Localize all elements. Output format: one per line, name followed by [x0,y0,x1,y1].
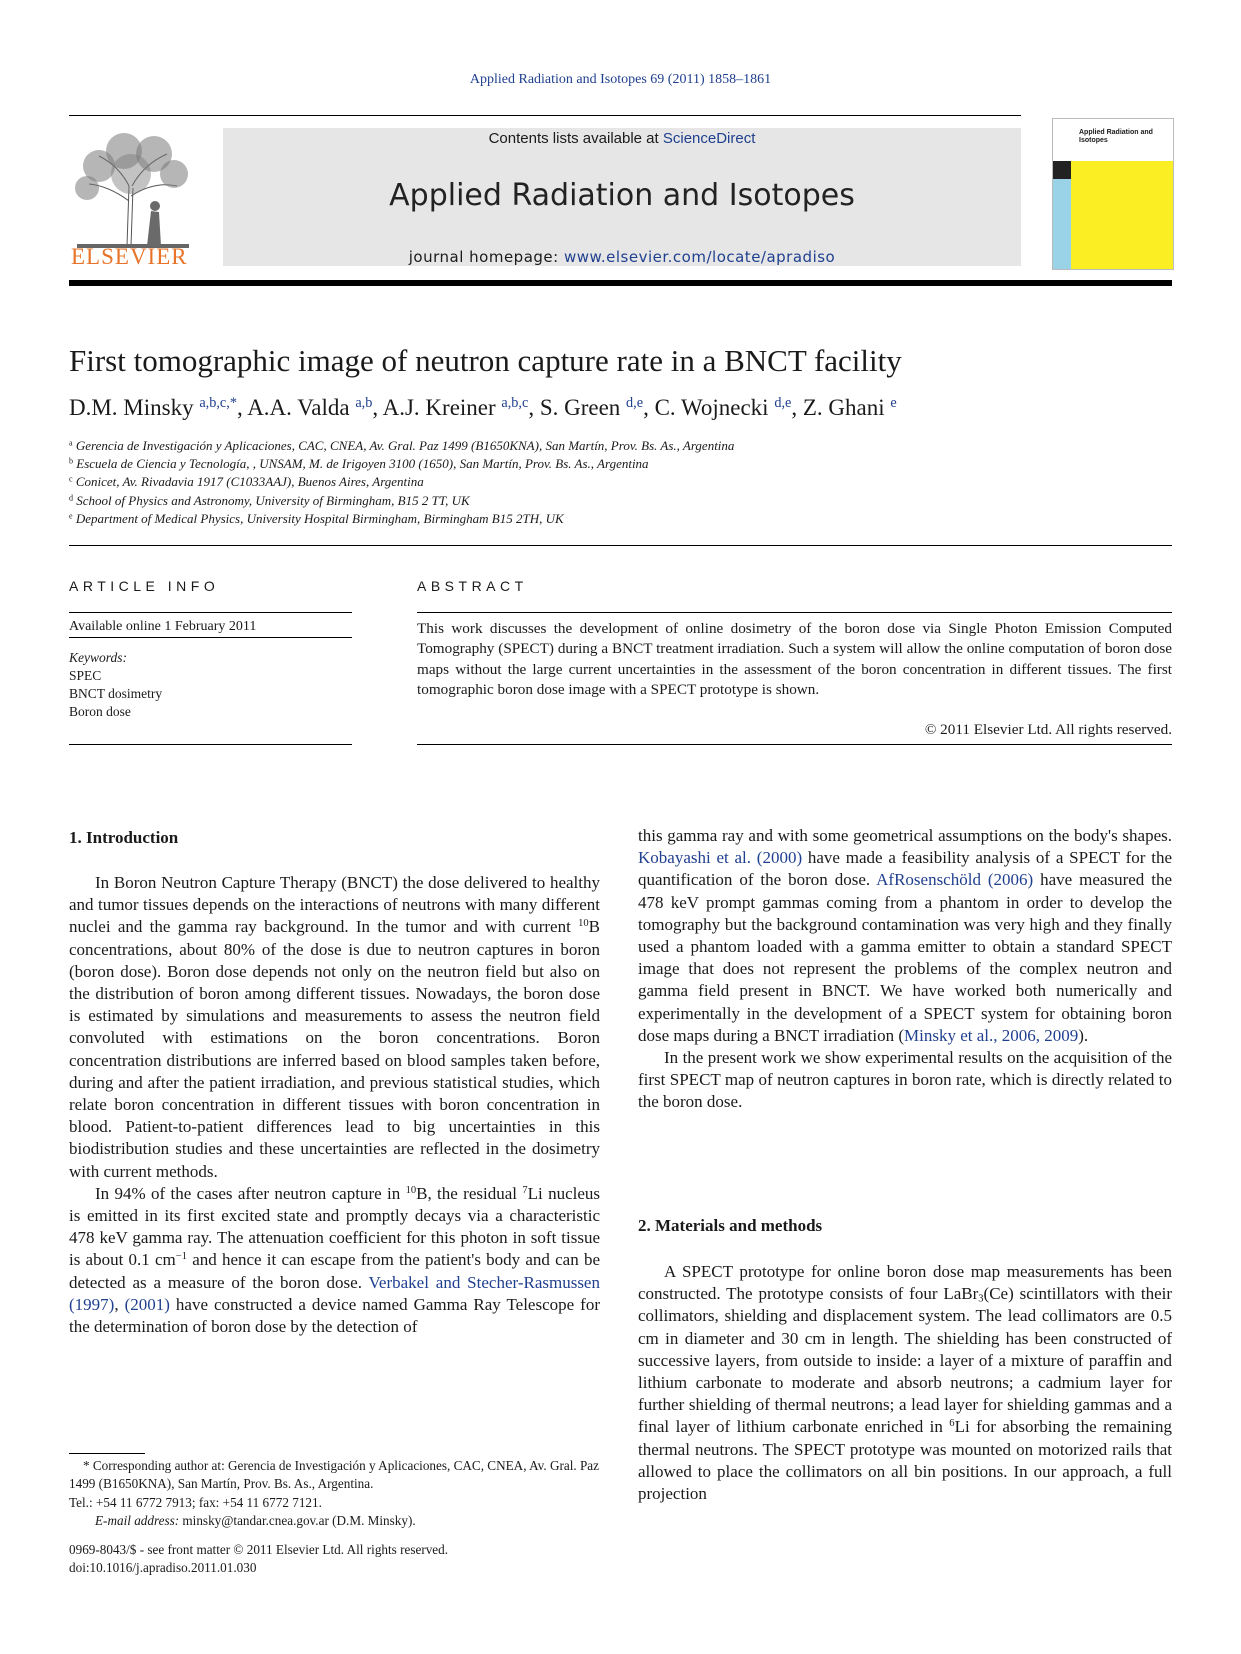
affiliation-item: $^a$ Gerencia de Investigación y Aplicaciones, CAC, CNEA, Av. Gral. Paz 1499 (B1650KNA), San Martín, Prov. Bs. As., Argentina [69,438,735,453]
methods-column [638,1261,1172,1505]
intro-paragraph: In 94% of the cases after neutron capture in $^{10}$B, the residual $^7$Li nucleus is emitted in its first excited state and promptly decays via a characteristic 478 keV gamma ray. The attenuation coefficient for this photon in soft tissue is about 0.1 $cm^{-1}$ and hence it can escape from the patient's body and can be detected as a measure of the boron dose. Verbakel and Stecher-Rasmussen (1997), (2001) have constructed a device named Gamma Ray Telescope for the determination of boron dose by the detection of [69,1183,600,1337]
corresponding-author-footnote: * Corresponding author at: Gerencia de Investigación y Aplicaciones, CAC, CNEA, Av. Gral. Paz 1499 (B1650KNA), San Martín, Prov. Bs. As., Argentina. Tel.: +54 11 6772 7913; fax: +54 11 6772 7121. E-mail address: minsky@tandar.cnea.gov.ar (D.M. Minsky). [69,1458,600,1529]
methods-paragraph: A SPECT prototype for online boron dose map measurements has been constructed. The prototype consists of four LaBr$_3$(Ce) scintillators with their collimators, shielding and displacement system. The lead collimators are 0.5 cm in diameter and 30 cm in length. The shielding has been constructed of successive layers, from outside to inside: a layer of a mixture of paraffin and lithium carbonate to moderate and absorb neutrons; a cadmium layer for further shielding of thermal neutrons; a lead layer for shielding gammas and a final layer of lithium carbonate enriched in $^6$Li for absorbing the remaining thermal neutrons. The SPECT prototype was mounted on motorized rails that allowed to place the collimators on all bin positions. In our approach, a full projection [638,1262,1172,1504]
available-online: Available online 1 February 2011 [69,619,257,634]
author-name: C. Wojnecki [654,395,769,420]
header-rule [69,115,1021,116]
front-matter: 0969-8043/$ - see front matter © 2011 Elsevier Ltd. All rights reserved. doi:10.1016/j.apradiso.2011.01.030 [69,1541,448,1578]
cover-title: Applied Radiation and Isotopes [1079,129,1153,144]
sciencedirect-link[interactable]: ScienceDirect [662,130,756,147]
affiliation-item: $^b$ Escuela de Ciencia y Tecnología, , UNSAM, M. de Irigoyen 3100 (1650), San Martín, Prov. Bs. As., Argentina [69,456,649,472]
affiliation-list [69,437,734,528]
corresponding-star[interactable]: * [229,395,237,412]
article-title: First tomographic image of neutron capture rate in a BNCT facility [69,343,902,378]
email-address[interactable]: minsky@tandar.cnea.gov.ar (D.M. Minsky). [179,1513,416,1529]
intro-paragraph: this gamma ray and with some geometrical assumptions on the body's shapes. Kobayashi et al. (2000) have made a feasibility analysis of a SPECT for the quantification of the boron dose. AfRosenschöld (2006) have measured the 478 keV prompt gammas coming from a phantom in order to develop the tomography but the background contamination was very high and they finally used a phantom loaded with a gamma emitter to obtain a standard SPECT image that does not represent the problems of the complex neutron and gamma field present in BNCT. We have worked both numerically and experimentally in the development of a SPECT system for obtaining boron dose maps during a BNCT irradiation (Minsky et al., 2006, 2009). [638,826,1172,1045]
footnote-rule [69,1453,145,1454]
author-name: A.J. Kreiner [382,395,496,420]
title-block-rule [69,545,1172,546]
abstract-label: ABSTRACT [417,578,528,594]
journal-cover-thumbnail[interactable] [1052,118,1174,270]
author-name: S. Green [539,395,621,420]
left-column [69,872,600,1338]
affiliation-item: $^d$ School of Physics and Astronomy, University of Birmingham, B15 2 TT, UK [69,492,470,508]
reference-link[interactable]: Verbakel and Stecher-Rasmussen (1997) [69,1272,600,1314]
journal-title: Applied Radiation and Isotopes [389,178,855,213]
info-rule-mid [69,637,352,638]
cover-yellow-panel [1071,161,1173,269]
keyword-item: BNCT dosimetry [69,686,163,701]
elsevier-wordmark: ELSEVIER [71,244,188,269]
affiliation-marks[interactable]: a,b,c [501,395,529,412]
abstract-rule-bottom [417,744,1172,745]
info-rule-top [69,612,352,613]
affiliation-marks[interactable]: a,b,c, [199,395,230,412]
methods-heading: 2. Materials and methods [638,1216,823,1235]
keywords-label: Keywords: [69,650,127,665]
abstract-rule-top [417,612,1172,613]
keyword-item: SPEC [69,668,102,683]
homepage-line: journal homepage: www.elsevier.com/locate/apradiso [408,248,836,266]
reference-link[interactable]: (2001) [124,1294,170,1314]
author-name: Z. Ghani [802,395,885,420]
keyword-item: Boron dose [69,704,131,719]
reference-link[interactable]: Kobayashi et al. (2000) [638,848,803,868]
info-rule-bottom [69,744,352,745]
abstract-text: This work discusses the development of online dosimetry of the boron dose via Single Photon Emission Computed Tomography (SPECT) during a BNCT treatment irradiation. Such a system will allow the online computation of boron dose maps without the large current uncertainties in the assessment of the boron concentration in different tissues. The first tomographic boron dose image with a SPECT prototype is shown. [417,620,1172,699]
homepage-link[interactable]: www.elsevier.com/locate/apradiso [563,248,836,266]
article-info-label: ARTICLE INFO [69,578,220,594]
author-list: D.M. Minsky $^{a,b,c,*}$, A.A. Valda $^{a,b}$, A.J. Kreiner $^{a,b,c}$, S. Green $^{d,e}$, C. Wojnecki $^{d,e}$, Z. Ghani $^e$ [69,395,897,420]
reference-link[interactable]: AfRosenschöld (2006) [876,870,1034,890]
affiliation-item: $^e$ Department of Medical Physics, University Hospital Birmingham, Birmingham B15 2TH, UK [69,510,564,526]
journal-citation[interactable]: Applied Radiation and Isotopes 69 (2011) 1858–1861 [469,72,772,87]
journal-banner [223,128,1021,266]
cover-black-square [1053,161,1071,179]
abstract-copyright: © 2011 Elsevier Ltd. All rights reserved. [924,721,1172,738]
affiliation-marks[interactable]: a,b [355,395,373,412]
affiliation-marks[interactable]: e [890,395,897,412]
keywords-block [69,649,162,721]
introduction-heading: 1. Introduction [69,828,179,847]
affiliation-item: $^c$ Conicet, Av. Rivadavia 1917 (C1033AAJ), Buenos Aires, Argentina [69,474,424,490]
contents-line: Contents lists available at ScienceDirect [488,130,756,147]
affiliation-marks[interactable]: d,e [774,395,792,412]
right-column [638,825,1172,1114]
header-thick-rule [69,280,1172,286]
reference-link[interactable]: Minsky et al., 2006, 2009 [903,1025,1079,1045]
affiliation-marks[interactable]: d,e [626,395,644,412]
author-name: D.M. Minsky [69,395,194,420]
intro-paragraph: In Boron Neutron Capture Therapy (BNCT) the dose delivered to healthy and tumor tissues depends on the interactions of neutrons with many different nuclei and the gamma ray background. In the tumor and with current $^{10}$B concentrations, about 80% of the dose is due to neutron captures in boron (boron dose). Boron dose depends not only on the neutron field but also on the distribution of boron among different tissues. Nowadays, the boron dose is estimated by simulations and measurements to assess the neutron field convoluted with estimations on the boron concentrations. Boron concentration distributions are inferred based on blood samples taken before, during and after the patient irradiation, and previous statistical studies, which relate boron concentration in different tissues with boron concentration in blood. Patient-to-patient differences lead to big uncertainties in this biodistribution studies and these uncertainties are reflected in the dosimetry with current methods. [69,873,600,1181]
doi[interactable]: doi:10.1016/j.apradiso.2011.01.030 [69,1560,257,1576]
intro-paragraph: In the present work we show experimental results on the acquisition of the first SPECT map of neutron captures in boron rate, which is directly related to the boron dose. [638,1048,1172,1112]
author-name: A.A. Valda [247,395,350,420]
